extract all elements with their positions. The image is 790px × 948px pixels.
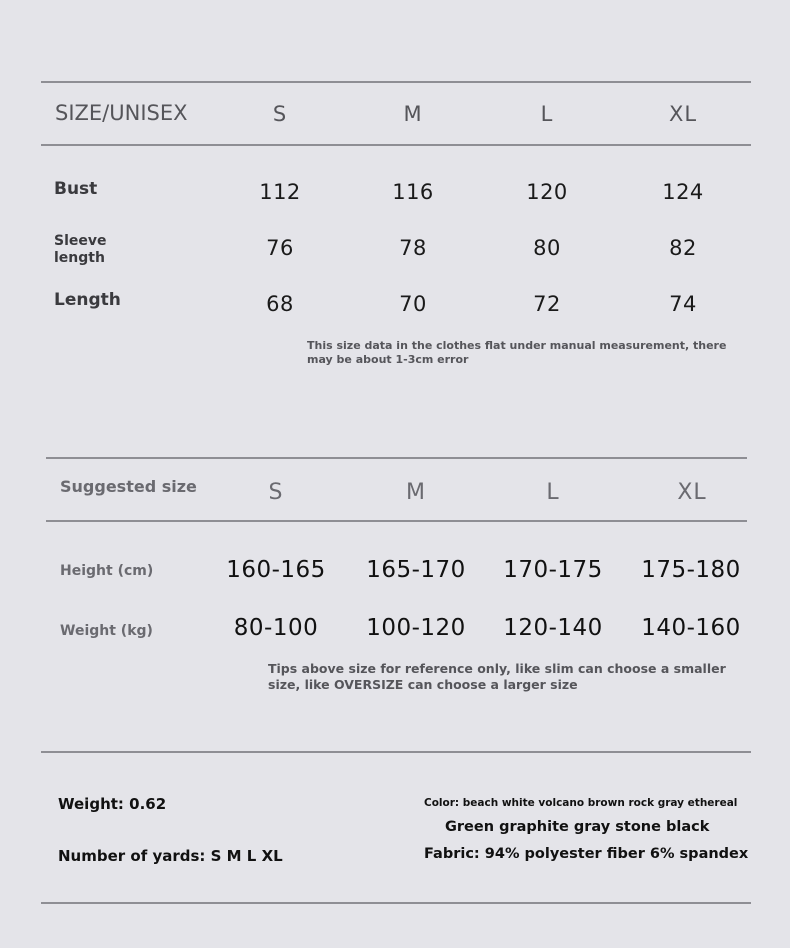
row-label-weight: Weight (kg) — [60, 623, 153, 639]
bust-l: 120 — [526, 180, 568, 204]
divider-bottom — [41, 902, 751, 904]
suggested-header-label: Suggested size — [60, 477, 197, 496]
sleeve-l: 80 — [533, 236, 561, 260]
weight-s: 80-100 — [233, 615, 319, 641]
suggested-header-xl: XL — [677, 480, 707, 505]
height-m: 165-170 — [366, 557, 466, 583]
length-xl: 74 — [669, 292, 697, 316]
size-header-xl: XL — [668, 102, 698, 126]
length-s: 68 — [266, 292, 294, 316]
row-label-length: Length — [54, 290, 121, 310]
sleeve-m: 78 — [399, 236, 427, 260]
divider-suggested-top — [46, 457, 747, 459]
color-info-line1: Color: beach white volcano brown rock gray ethereal — [424, 797, 738, 809]
divider-top — [41, 81, 751, 83]
height-l: 170-175 — [503, 557, 603, 583]
weight-xl: 140-160 — [641, 615, 741, 641]
suggested-header-s: S — [268, 480, 284, 505]
height-s: 160-165 — [226, 557, 326, 583]
row-label-height: Height (cm) — [60, 563, 154, 579]
size-header-l: L — [540, 102, 554, 126]
color-info-line2: Green graphite gray stone black — [445, 819, 710, 835]
length-l: 72 — [533, 292, 561, 316]
suggested-header-l: L — [546, 480, 560, 505]
row-label-bust: Bust — [54, 179, 98, 199]
sleeve-s: 76 — [266, 236, 294, 260]
suggested-header-m: M — [406, 480, 426, 505]
weight-l: 120-140 — [503, 615, 603, 641]
bust-m: 116 — [392, 180, 434, 204]
fabric-info: Fabric: 94% polyester fiber 6% spandex — [424, 846, 749, 862]
divider-suggested-header — [46, 520, 747, 522]
yards-info: Number of yards: S M L XL — [58, 847, 283, 865]
row-label-sleeve-line2: length — [54, 250, 105, 266]
suggested-table-note: Tips above size for reference only, like slim can choose a smaller size, like OVERSIZE can choose a larger size — [268, 661, 726, 692]
size-table-header-label: SIZE/UNISEX — [55, 101, 188, 125]
weight-m: 100-120 — [366, 615, 466, 641]
divider-size-header — [41, 144, 751, 146]
bust-s: 112 — [259, 180, 301, 204]
size-table-note: This size data in the clothes flat under manual measurement, there may be about 1-3cm error — [307, 339, 727, 366]
height-xl: 175-180 — [641, 557, 741, 583]
bust-xl: 124 — [662, 180, 704, 204]
divider-info-top — [41, 751, 751, 753]
size-header-s: S — [272, 102, 288, 126]
weight-info: Weight: 0.62 — [58, 795, 167, 813]
row-label-sleeve-line1: Sleeve — [54, 233, 107, 249]
length-m: 70 — [399, 292, 427, 316]
size-header-m: M — [403, 102, 423, 126]
sleeve-xl: 82 — [669, 236, 697, 260]
